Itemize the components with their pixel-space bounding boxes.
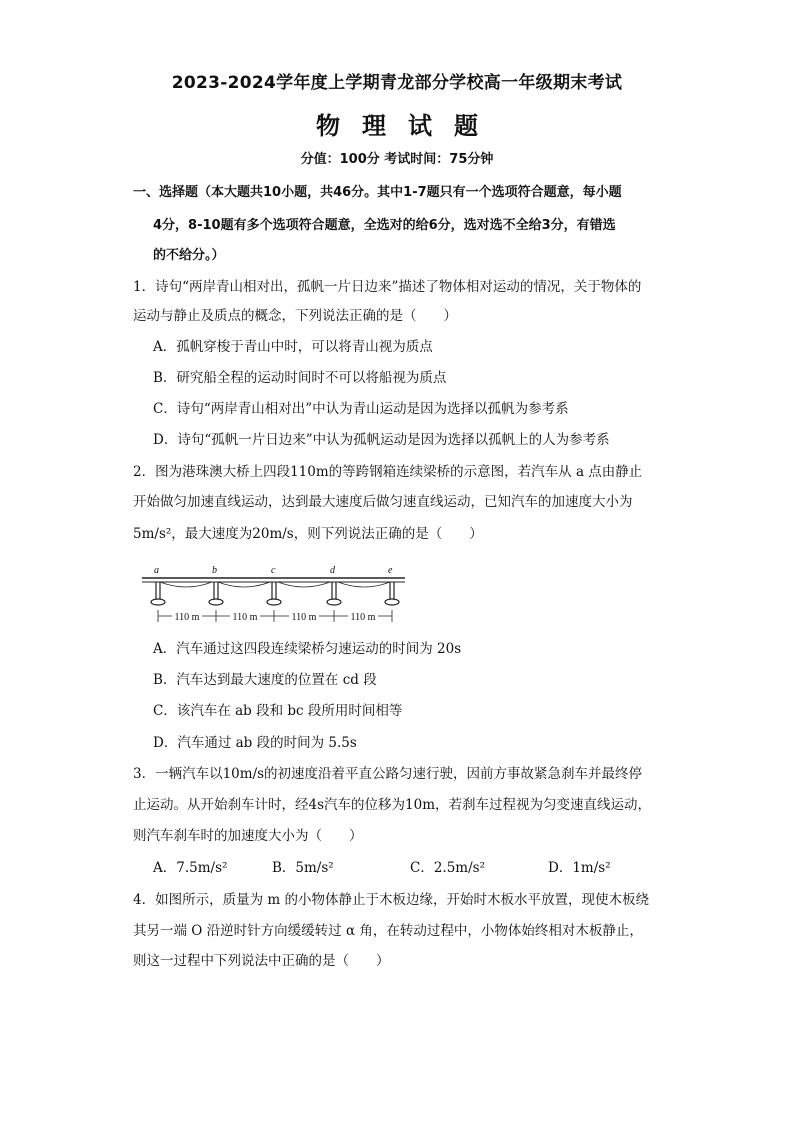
q1-option-d: D．诗句“孤帆一片日边来”中认为孤帆运动是因为选择以孤帆上的人为参考系 [153, 432, 610, 448]
q2-stem-line1: 2．图为港珠澳大桥上四段110m的等跨钢箱连续梁桥的示意图，若汽车从 a 点由静止 [133, 464, 643, 480]
q1-option-c: C．诗句“两岸青山相对出”中认为青山运动是因为选择以孤帆为参考系 [153, 401, 569, 417]
section-instructions-line2: 4分，8-10题有多个选项符合题意，全选对的给6分，选对选不全给3分，有错选 [153, 218, 616, 233]
q3-stem-line2: 止运动。从开始刹车计时，经4s汽车的位移为10m，若刹车过程视为匀变速直线运动， [133, 797, 651, 813]
q4-stem-line1: 4．如图所示，质量为 m 的小物体静止于木板边缘，开始时木板水平放置，现使木板绕 [133, 892, 649, 908]
q3-option-a: A．7.5m/s² [153, 860, 228, 876]
q2-option-b: B．汽车达到最大速度的位置在 cd 段 [153, 672, 377, 688]
q3-option-c: C．2.5m/s² [410, 860, 485, 876]
q1-stem-line2: 运动与静止及质点的概念，下列说法正确的是（ ） [133, 308, 457, 324]
q1-option-a: A．孤帆穿梭于青山中时，可以将青山视为质点 [153, 339, 433, 355]
exam-school-title: 2023-2024学年度上学期青龙部分学校高一年级期末考试 [171, 73, 623, 93]
bridge-point-a: a [154, 565, 159, 576]
q2-option-a: A．汽车通过这四段连续梁桥匀速运动的时间为 20s [153, 641, 462, 657]
q3-stem-line3: 则汽车刹车时的加速度大小为（ ） [133, 828, 363, 844]
q4-stem-line3: 则这一过程中下列说法中正确的是（ ） [133, 953, 390, 969]
bridge-diagram [140, 562, 410, 632]
bridge-span-label: 110 m [232, 612, 258, 623]
subject-title: 物理试题 [316, 112, 500, 140]
bridge-point-e: e [388, 565, 393, 576]
score-time-info: 分值：100分 考试时间：75分钟 [300, 152, 494, 167]
bridge-span-label: 110 m [291, 612, 317, 623]
q2-option-d: D．汽车通过 ab 段的时间为 5.5s [153, 735, 357, 751]
q1-stem-line1: 1．诗句“两岸青山相对出，孤帆一片日边来”描述了物体相对运动的情况，关于物体的 [133, 279, 642, 295]
bridge-point-c: c [271, 565, 276, 576]
section-instructions-line1: 一、选择题（本大题共10小题，共46分。其中1-7题只有一个选项符合题意，每小题 [133, 185, 622, 200]
section-instructions-line3: 的不给分。） [153, 248, 225, 263]
q3-option-d: D．1m/s² [548, 860, 611, 876]
bridge-point-b: b [212, 565, 217, 576]
bridge-span-label: 110 m [174, 612, 200, 623]
q1-option-b: B．研究船全程的运动时间时不可以将船视为质点 [153, 370, 447, 386]
bridge-span-label: 110 m [350, 612, 376, 623]
q3-stem-line1: 3．一辆汽车以10m/s的初速度沿着平直公路匀速行驶，因前方事故紧急刹车并最终停 [133, 766, 643, 782]
bridge-point-d: d [330, 565, 335, 576]
q2-stem-line3: 5m/s²，最大速度为20m/s，则下列说法正确的是（ ） [133, 526, 483, 542]
q2-stem-line2: 开始做匀加速直线运动，达到最大速度后做匀速直线运动，已知汽车的加速度大小为 [133, 494, 633, 510]
q2-option-c: C．该汽车在 ab 段和 bc 段所用时间相等 [153, 703, 403, 719]
q4-stem-line2: 其另一端 O 沿逆时针方向缓缓转过 α 角，在转动过程中，小物体始终相对木板静止， [133, 923, 643, 939]
q3-option-b: B．5m/s² [272, 860, 334, 876]
